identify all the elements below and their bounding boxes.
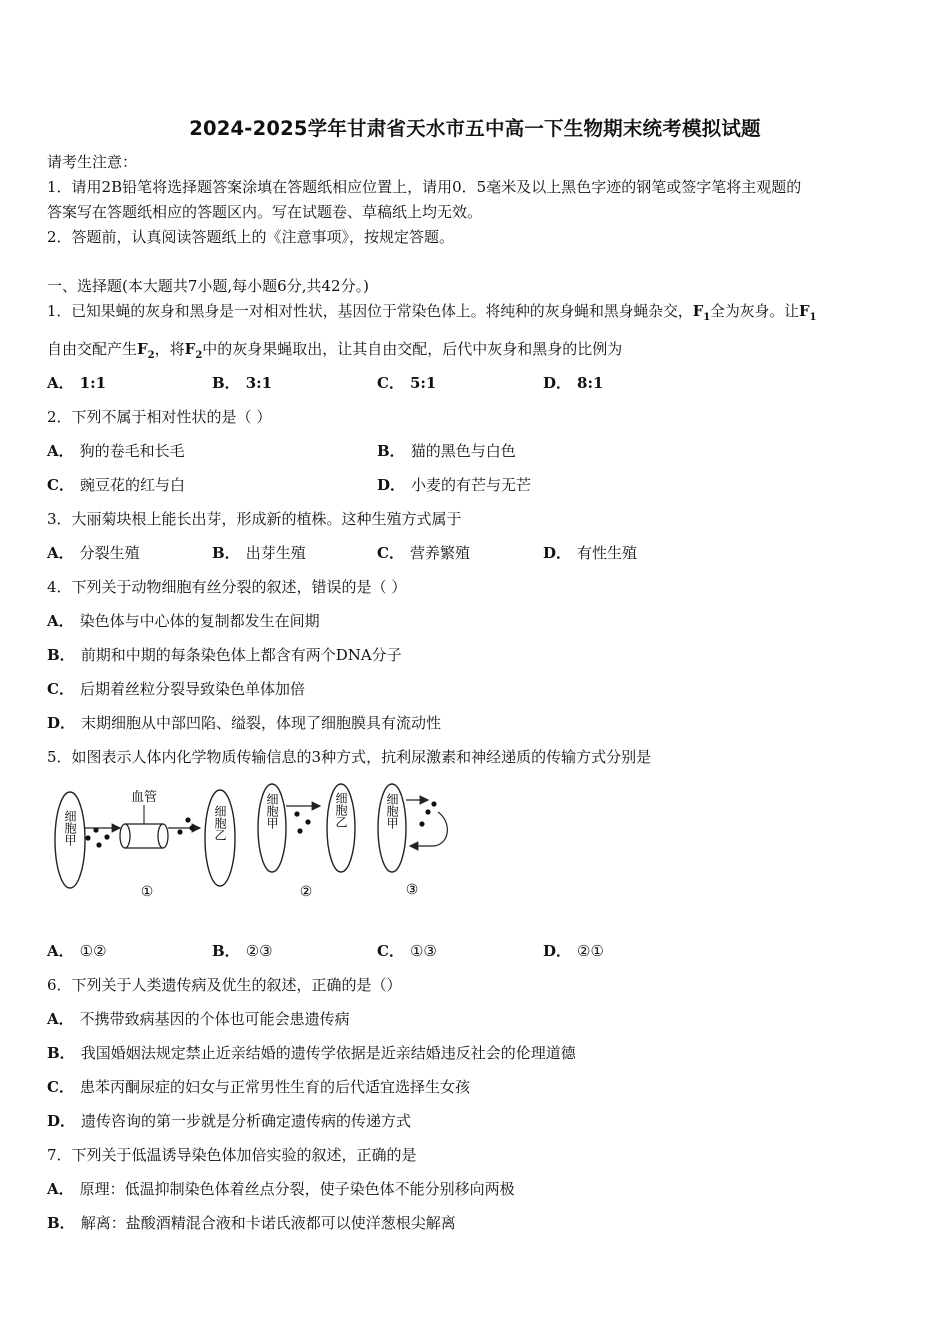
question-3-option-c[interactable]: C． 营养繁殖 <box>377 544 470 562</box>
blood-vessel-end <box>158 824 168 848</box>
diagram-panel-2 <box>258 784 355 900</box>
question-7-stem: 7．下列关于低温诱导染色体加倍实验的叙述，正确的是 <box>47 1146 417 1164</box>
question-5-option-d[interactable]: D． ②① <box>543 942 604 960</box>
question-1-stem-line-2: 自由交配产生$F_2$，将$F_2$中的灰身果蝇取出，让其自由交配，后代中灰身和黑身的比例为 <box>47 340 623 361</box>
panel-1-cell-a-label: 细胞甲 <box>63 810 77 846</box>
question-5-option-a[interactable]: A． ①② <box>47 942 107 960</box>
notice-item-1-line-2: 答案写在答题纸相应的答题区内。写在试题卷、草稿纸上均无效。 <box>47 203 483 221</box>
question-2-option-b[interactable]: B． 猫的黑色与白色 <box>377 442 516 460</box>
blood-vessel-end <box>120 824 130 848</box>
panel-2-molecule <box>305 819 310 824</box>
diagram-panel-3 <box>378 784 447 898</box>
panel-3-molecule <box>419 821 424 826</box>
question-3-option-d[interactable]: D． 有性生殖 <box>543 544 638 562</box>
vessel-label: 血管 <box>130 790 158 805</box>
question-1-option-a[interactable]: A． 1:1 <box>47 374 107 392</box>
question-1-stem-line-1: 1．已知果蝇的灰身和黑身是一对相对性状，基因位于常染色体上。将纯种的灰身蝇和黑身蝇杂交，$F_1$全为灰身。让$F_1$ <box>47 303 817 323</box>
panel-1-molecule <box>189 825 194 830</box>
panel-1-cell-b-label: 细胞乙 <box>213 805 227 841</box>
notice-heading: 请考生注意： <box>47 153 138 171</box>
question-5-stem: 5．如图表示人体内化学物质传输信息的3种方式，抗利尿激素和神经递质的传输方式分别是 <box>47 748 652 766</box>
panel-3-arrow-return <box>410 812 447 846</box>
panel-2-molecule <box>297 828 302 833</box>
question-4-stem: 4．下列关于动物细胞有丝分裂的叙述，错误的是（ ） <box>47 578 407 596</box>
question-2-option-d[interactable]: D． 小麦的有芒与无芒 <box>377 476 532 494</box>
notice-item-2: 2．答题前，认真阅读答题纸上的《注意事项》，按规定答题。 <box>47 228 455 246</box>
panel-2-molecule <box>294 811 299 816</box>
panel-3-molecule <box>425 809 430 814</box>
question-7-option-b[interactable]: B． 解离：盐酸酒精混合液和卡诺氏液都可以使洋葱根尖解离 <box>47 1214 456 1232</box>
exam-title: 2024-2025学年甘肃省天水市五中高一下生物期末统考模拟试题 <box>189 117 761 140</box>
question-6-option-c[interactable]: C． 患苯丙酮尿症的妇女与正常男性生育的后代适宜选择生女孩 <box>47 1078 470 1096</box>
question-4-option-a[interactable]: A． 染色体与中心体的复制都发生在间期 <box>47 612 320 630</box>
question-4-option-b[interactable]: B． 前期和中期的每条染色体上都含有两个DNA分子 <box>47 646 402 664</box>
notice-item-1-line-1: 1．请用2B铅笔将选择题答案涂填在答题纸相应位置上，请用0．5毫米及以上黑色字迹的钢笔或签字笔将主观题的 <box>47 178 802 196</box>
question-4-option-c[interactable]: C． 后期着丝粒分裂导致染色单体加倍 <box>47 680 305 698</box>
blood-vessel <box>125 824 163 848</box>
question-5-option-b[interactable]: B． ②③ <box>212 942 273 960</box>
signal-transmission-diagram <box>50 778 460 906</box>
panel-1-molecule <box>85 835 90 840</box>
section-heading: 一、选择题(本大题共7小题,每小题6分,共42分。) <box>47 277 369 295</box>
panel-3-cell-a-label: 细胞甲 <box>385 793 399 829</box>
question-1-option-b[interactable]: B． 3:1 <box>212 374 273 392</box>
panel-1-molecule <box>104 834 109 839</box>
question-6-option-d[interactable]: D． 遗传咨询的第一步就是分析确定遗传病的传递方式 <box>47 1112 412 1130</box>
question-3-stem: 3．大丽菊块根上能长出芽，形成新的植株。这种生殖方式属于 <box>47 510 462 528</box>
panel-2-cell-a-label: 细胞甲 <box>265 793 279 829</box>
question-1-option-c[interactable]: C． 5:1 <box>377 374 437 392</box>
question-6-stem: 6．下列关于人类遗传病及优生的叙述，正确的是（） <box>47 976 402 994</box>
panel-1-number: ① <box>140 884 154 900</box>
panel-1-molecule <box>177 829 182 834</box>
question-7-option-a[interactable]: A． 原理：低温抑制染色体着丝点分裂，使子染色体不能分别移向两极 <box>47 1180 515 1198</box>
panel-2-cell-b-label: 细胞乙 <box>334 792 348 828</box>
question-4-option-d[interactable]: D． 末期细胞从中部凹陷、缢裂，体现了细胞膜具有流动性 <box>47 714 442 732</box>
question-3-option-a[interactable]: A． 分裂生殖 <box>47 544 140 562</box>
question-2-option-c[interactable]: C． 豌豆花的红与白 <box>47 476 185 494</box>
diagram-panel-1 <box>55 790 235 900</box>
question-5-option-c[interactable]: C． ①③ <box>377 942 437 960</box>
question-3-option-b[interactable]: B． 出芽生殖 <box>212 544 306 562</box>
panel-1-molecule <box>96 842 101 847</box>
question-6-option-b[interactable]: B． 我国婚姻法规定禁止近亲结婚的遗传学依据是近亲结婚违反社会的伦理道德 <box>47 1044 576 1062</box>
question-2-option-a[interactable]: A． 狗的卷毛和长毛 <box>47 442 185 460</box>
question-2-stem: 2．下列不属于相对性状的是（ ） <box>47 408 272 426</box>
question-1-option-d[interactable]: D． 8:1 <box>543 374 604 392</box>
question-6-option-a[interactable]: A． 不携带致病基因的个体也可能会患遗传病 <box>47 1010 350 1028</box>
panel-1-molecule <box>185 817 190 822</box>
panel-3-number: ③ <box>405 882 419 898</box>
panel-1-molecule <box>93 827 98 832</box>
panel-2-number: ② <box>299 884 313 900</box>
panel-3-molecule <box>431 801 436 806</box>
